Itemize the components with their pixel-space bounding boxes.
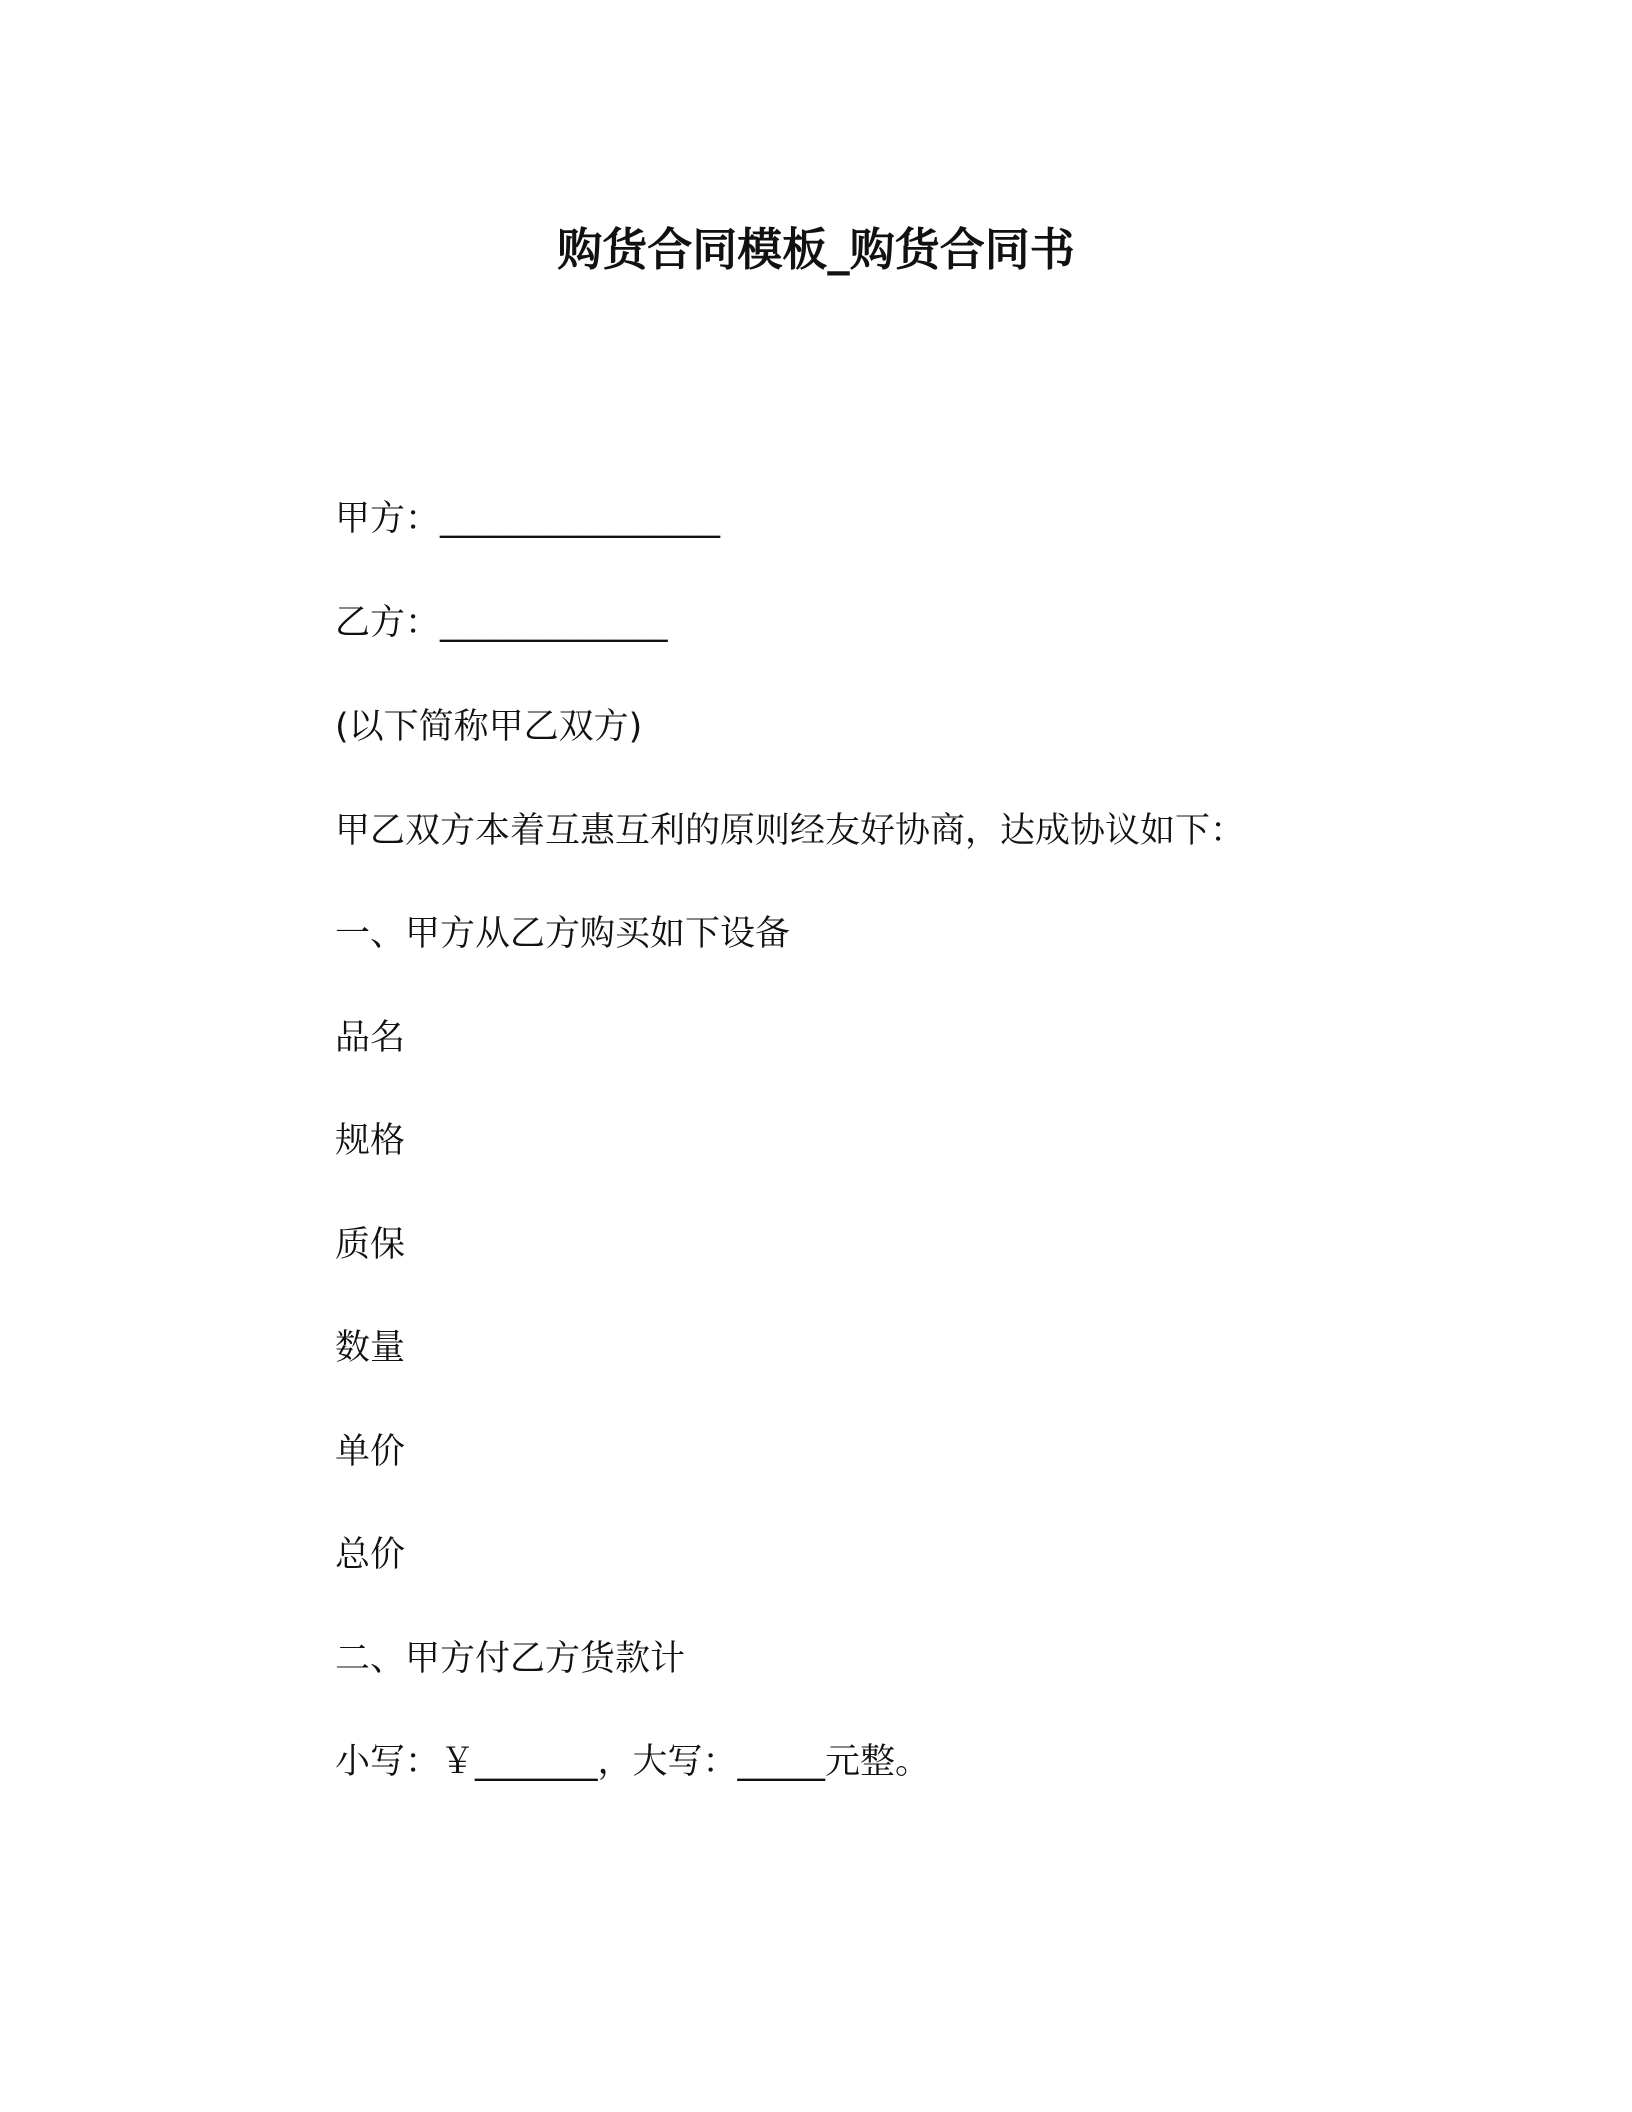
section-1-heading: 一、甲方从乙方购买如下设备 <box>335 914 791 954</box>
field-unit-price: 单价 <box>335 1432 406 1472</box>
field-quantity: 数量 <box>335 1328 406 1368</box>
field-warranty: 质保 <box>335 1225 406 1265</box>
agreement-intro: 甲乙双方本着互惠互利的原则经友好协商，达成协议如下： <box>335 811 1246 851</box>
field-product-name: 品名 <box>335 1018 406 1058</box>
document-title: 购货合同模板_购货合同书 <box>557 223 1075 276</box>
abbreviation-note: (以下简称甲乙双方) <box>335 707 643 747</box>
party-b-line: 乙方：_____________ <box>335 603 668 643</box>
field-total-price: 总价 <box>335 1535 406 1575</box>
field-specification: 规格 <box>335 1121 406 1161</box>
payment-amount-line: 小写：￥_______，大写：_____元整。 <box>335 1742 931 1782</box>
party-a-line: 甲方：________________ <box>335 499 721 539</box>
section-2-heading: 二、甲方付乙方货款计 <box>335 1639 686 1679</box>
